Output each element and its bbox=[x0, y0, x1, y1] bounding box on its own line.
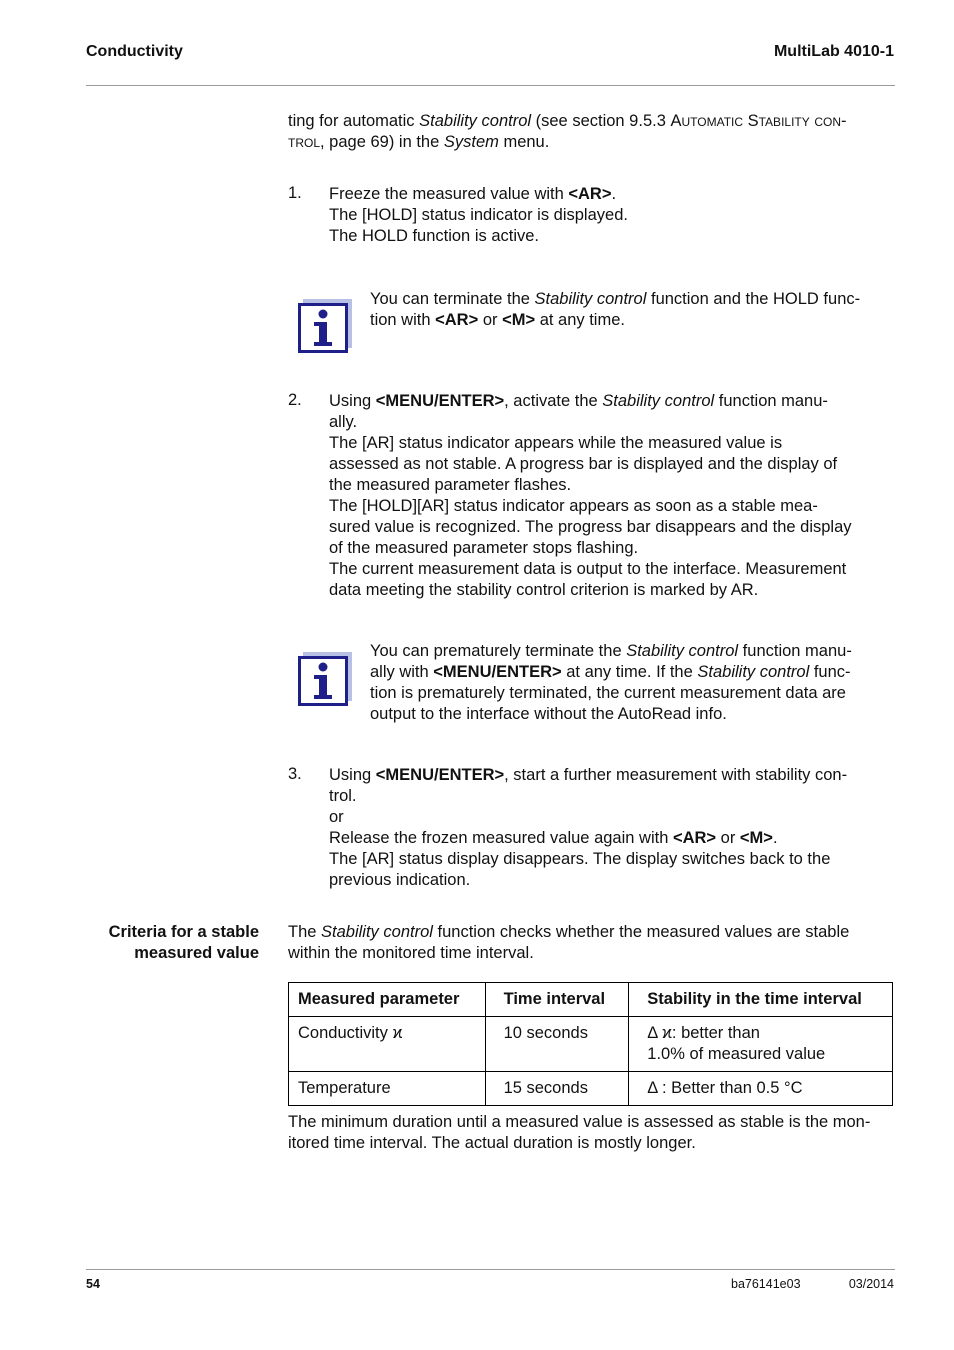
step-text: , start a further measurement with stability con- bbox=[504, 766, 848, 784]
note-text: at any time. If the bbox=[561, 663, 698, 681]
table-row bbox=[289, 1017, 893, 1072]
info-icon bbox=[298, 652, 352, 706]
note-text: at any time. bbox=[535, 311, 625, 329]
step-text: The [HOLD] status indicator is displayed. bbox=[329, 206, 628, 224]
key-label: <AR> bbox=[568, 185, 612, 203]
step-text: Release the frozen measured value again with bbox=[329, 829, 673, 847]
note-text: You can prematurely terminate the bbox=[370, 642, 627, 660]
note-text: ally with bbox=[370, 663, 434, 681]
header-section-title: Conductivity bbox=[86, 43, 183, 60]
note-text: output to the interface without the AutoRead info. bbox=[370, 705, 727, 723]
table-cell: 10 seconds bbox=[485, 1017, 629, 1072]
step-text: previous indication. bbox=[329, 871, 471, 889]
side-heading-line: measured value bbox=[134, 944, 259, 962]
step-text: ally. bbox=[329, 413, 358, 431]
intro-text: menu. bbox=[498, 133, 550, 151]
side-heading-line: Criteria for a stable bbox=[108, 923, 259, 941]
step-text: data meeting the stability control criterion is marked by AR. bbox=[329, 581, 759, 599]
note-text: function manu- bbox=[738, 642, 852, 660]
step-text: . bbox=[611, 185, 617, 203]
table-cell: Temperature bbox=[289, 1072, 486, 1106]
step-text: The HOLD function is active. bbox=[329, 227, 540, 245]
table-cell: Δ : Better than 0.5 °C bbox=[629, 1072, 893, 1106]
key-label: <MENU/ENTER> bbox=[433, 663, 562, 681]
cell-line: 1.0% of measured value bbox=[647, 1045, 826, 1063]
step-text: function manu- bbox=[714, 392, 828, 410]
criteria-text: The bbox=[288, 923, 322, 941]
step-3-text bbox=[329, 765, 895, 891]
step-number: 1. bbox=[288, 184, 302, 202]
intro-text: ting for automatic bbox=[288, 112, 420, 130]
criteria-text: function checks whether the measured values are stable bbox=[432, 923, 850, 941]
intro-section-ref: Automatic Stability con- bbox=[670, 112, 847, 130]
note-text: tion with bbox=[370, 311, 436, 329]
step-text: The [HOLD][AR] status indicator appears as soon as a stable mea- bbox=[329, 497, 818, 515]
key-label: <AR> bbox=[435, 311, 479, 329]
criteria-paragraph bbox=[288, 922, 895, 964]
criteria-text: within the monitored time interval. bbox=[288, 944, 534, 962]
intro-text: (see section 9.5.3 bbox=[531, 112, 671, 130]
step-2-text bbox=[329, 391, 895, 601]
closing-paragraph bbox=[288, 1112, 895, 1154]
step-number: 2. bbox=[288, 391, 302, 409]
intro-text: , page 69) in the bbox=[320, 133, 444, 151]
note-2-text bbox=[370, 641, 895, 725]
step-text: , activate the bbox=[504, 392, 603, 410]
stability-criteria-table bbox=[288, 982, 893, 1106]
header-rule bbox=[86, 85, 895, 86]
column-header: Stability in the time interval bbox=[629, 983, 893, 1017]
note-term: Stability control bbox=[697, 663, 810, 681]
note-text: You can terminate the bbox=[370, 290, 535, 308]
table-cell bbox=[629, 1017, 893, 1072]
table-cell: Conductivity ϰ bbox=[289, 1017, 486, 1072]
cell-line: Δ ϰ: better than bbox=[647, 1024, 760, 1042]
note-text: func- bbox=[809, 663, 851, 681]
step-1-text bbox=[329, 184, 895, 247]
note-text: or bbox=[478, 311, 503, 329]
step-number: 3. bbox=[288, 765, 302, 783]
table-header-row bbox=[289, 983, 893, 1017]
table-cell: 15 seconds bbox=[485, 1072, 629, 1106]
step-text: of the measured parameter stops flashing. bbox=[329, 539, 639, 557]
column-header: Time interval bbox=[485, 983, 629, 1017]
intro-term: System bbox=[443, 133, 499, 151]
step-text: or bbox=[329, 808, 344, 826]
step-text: . bbox=[772, 829, 778, 847]
step-text: Using bbox=[329, 392, 376, 410]
intro-section-ref: trol bbox=[288, 133, 321, 151]
note-term: Stability control bbox=[626, 642, 739, 660]
document-date: 03/2014 bbox=[848, 1277, 894, 1291]
note-text: tion is prematurely terminated, the current measurement data are bbox=[370, 684, 846, 702]
step-text: The current measurement data is output to the interface. Measurement bbox=[329, 560, 847, 578]
key-label: <MENU/ENTER> bbox=[375, 392, 505, 410]
step-text: The [AR] status display disappears. The display switches back to the bbox=[329, 850, 831, 868]
step-text: the measured parameter flashes. bbox=[329, 476, 572, 494]
closing-text: The minimum duration until a measured value is assessed as stable is the mon- bbox=[288, 1113, 871, 1131]
step-text: Freeze the measured value with bbox=[329, 185, 569, 203]
step-text: assessed as not stable. A progress bar is displayed and the display of bbox=[329, 455, 838, 473]
side-heading bbox=[109, 922, 259, 964]
step-text: trol. bbox=[329, 787, 357, 805]
info-icon bbox=[298, 299, 352, 353]
note-1-text bbox=[370, 289, 895, 331]
page-number: 54 bbox=[86, 1277, 100, 1291]
document-id: ba76141e03 bbox=[731, 1277, 801, 1291]
criteria-term: Stability control bbox=[321, 923, 433, 941]
note-text: function and the HOLD func- bbox=[646, 290, 861, 308]
intro-paragraph bbox=[288, 111, 895, 153]
intro-term: Stability control bbox=[419, 112, 532, 130]
table-row bbox=[289, 1072, 893, 1106]
key-label: <M> bbox=[502, 311, 536, 329]
note-term: Stability control bbox=[534, 290, 647, 308]
key-label: <AR> bbox=[672, 829, 717, 847]
column-header: Measured parameter bbox=[289, 983, 486, 1017]
footer-rule bbox=[86, 1269, 895, 1270]
key-label: <MENU/ENTER> bbox=[375, 766, 505, 784]
step-text: The [AR] status indicator appears while the measured value is bbox=[329, 434, 783, 452]
step-text: sured value is recognized. The progress bar disappears and the display bbox=[329, 518, 852, 536]
step-term: Stability control bbox=[602, 392, 715, 410]
closing-text: itored time interval. The actual duration is mostly longer. bbox=[288, 1134, 696, 1152]
step-text: or bbox=[716, 829, 740, 847]
key-label: <M> bbox=[739, 829, 773, 847]
header-product-name: MultiLab 4010-1 bbox=[773, 43, 894, 60]
step-text: Using bbox=[329, 766, 376, 784]
